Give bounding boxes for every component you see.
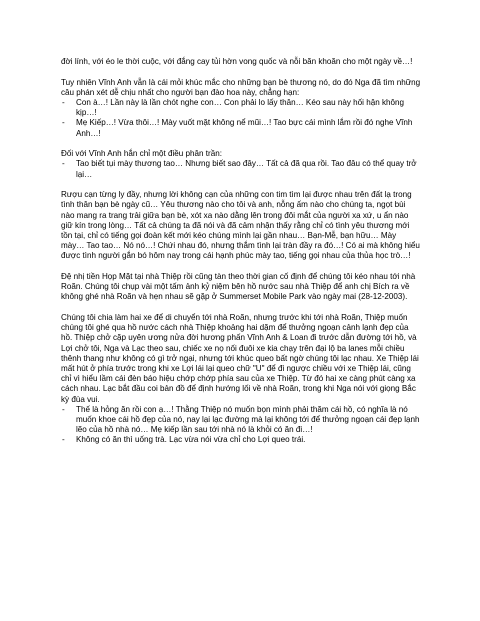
dialogue-item (61, 159, 421, 179)
paragraph-gap (61, 262, 421, 272)
paragraph-gap (61, 180, 421, 190)
dash-marker: - (62, 404, 65, 414)
paragraph-6-intro: Chúng tôi chia làm hai xe để di chuyển tới nhà Roãn, nhưng trước khi tới nhà Roãn, Thiệp muốn chúng tôi ghé qua hồ nước cách nhà Thiệp khoảng hai dặm để thưởng ngoạn cảnh lạnh đẹp của hồ. Thiệp chở cặp uyên ương nửa đời hương phấn Vĩnh Anh & Loan đi trước dẫn đường tới hồ, và Lợi chở tôi, Nga và Lạc theo sau, chiếc xe nọ nối đuôi xe kia chạy trên đại lộ ba lanes mỗi chiều thênh thang như không có gì trở ngại, nhưng tới khúc queo bất ngờ chúng tôi lạc nhau. Xe Thiệp lái mất hút ở phía trước trong khi xe Lợi lái lại queo chữ "U" để đi ngược chiều với xe Thiệp lái, cũng chỉ vì hiểu lầm cái đèn báo hiệu chớp chớp phía sau của xe Thiệp. Từ đó hai xe càng phút càng xa cách nhau. Lạc bắt đầu coi bản đồ để định hướng lối về nhà Roãn, trong khi Nga nói với giọng Bắc kỳ đùa vui. (61, 313, 419, 404)
dialogue-text: Thế là hỏng ăn rồi con ạ…! Thằng Thiệp nó muốn bọn mình phải thăm cái hồ, có nghĩa là nó muốn khoe cái hồ đẹp của nó, nay lại lạc đường mà lại không tới để thưởng ngoạn cái đẹp lạnh lẽo của hồ nhà nó… Mẹ kiếp lần sau tới nhà nó là khỏi có ăn đi…! (76, 404, 420, 435)
paragraph-3-intro: Đối với Vĩnh Anh hắn chỉ một điều phân trần: (61, 149, 222, 159)
document-page (61, 57, 421, 446)
dash-marker: - (62, 118, 65, 128)
dialogue-item (61, 405, 421, 436)
dialogue-item (61, 435, 421, 445)
paragraph-gap (61, 67, 421, 77)
dialogue-text: Mẹ Kiếp…! Vừa thôi…! Mày vuốt mặt không nể mũi…! Tao bực cái mình lắm rồi đó nghe Vĩnh Anh…! (76, 118, 413, 138)
dash-marker: - (62, 435, 65, 445)
dash-marker: - (62, 159, 65, 169)
dialogue-item (61, 98, 421, 118)
dialogue-text: Tao biết tụi mày thương tao… Nhưng biết sao đây… Tất cả đã qua rồi. Tao đâu có thể quay trở lại… (76, 159, 417, 179)
paragraph-4: Rượu cạn từng ly đầy, nhưng lời không cạn của những con tim tìm lại được nhau trên đất lạ trong tình thân bạn bè ngày cũ… Yêu thương nào cho tôi và anh, nỗng ấm nào cho chúng ta, ngọt bùi nào mang ra trang trải giữa bạn bè, xót xa nào dằng lên trong đôi mắt của người xa xứ, u ẩn nào giữ kín trong lòng… Tất cả chúng ta đã nói và đã cảm nhận thấy rằng chỉ có tình yêu thương mới tồn tại, chỉ có tiếng gọi đoàn kết mới kéo chúng mình lại gần nhau… Bạn-Mễ, bạn hữu… Mày mày… Tao tao… Nó nó…! Chứi nhau đó, nhưng thắm tình lại tràn đầy ra đó…! Có ai mà không hiểu được tình người gắn bó hôm nay trong cái hạnh phúc mày tao, tiếng gọi nhau của thủa học trò…! (61, 190, 420, 261)
paragraph-gap (61, 303, 421, 313)
dialogue-text: Con à…! Lần này là lần chót nghe con… Con phải lo lấy thân… Kéo sau này hối hận không kịp…! (76, 98, 405, 118)
paragraph-1: đời lính, với éo le thời cuộc, với đắng cay tủi hờn vong quốc và nỗi băn khoăn cho một ngày về…! (61, 57, 413, 66)
paragraph-2-intro: Tuy nhiên Vĩnh Anh vẫn là cái mỏi khúc mắc cho những bạn bè thương nó, do đó Nga đã tìm những câu phán xét dễ chịu nhất cho người bạn đào hoa này, chẳng hạn: (61, 77, 421, 97)
paragraph-gap (61, 139, 421, 149)
dash-marker: - (62, 98, 65, 107)
dialogue-text: Không có ăn thì uống trà. Lạc vừa nói vừa chỉ cho Lợi queo trái. (76, 435, 306, 445)
paragraph-5: Đệ nhị tiền Họp Mặt tại nhà Thiệp rồi cũng tàn theo thời gian cố định để chúng tôi kéo nhau tới nhà Roãn. Chúng tôi chụp vài một tấm ảnh kỷ niệm bên hồ nước sau nhà Thiệp để anh chị Bích ra về không ghé nhà Roãn và hẹn nhau sẽ gặp ở Summerset Mobile Park vào ngày mai (28-12-2003). (61, 272, 416, 302)
dialogue-item (61, 118, 421, 138)
